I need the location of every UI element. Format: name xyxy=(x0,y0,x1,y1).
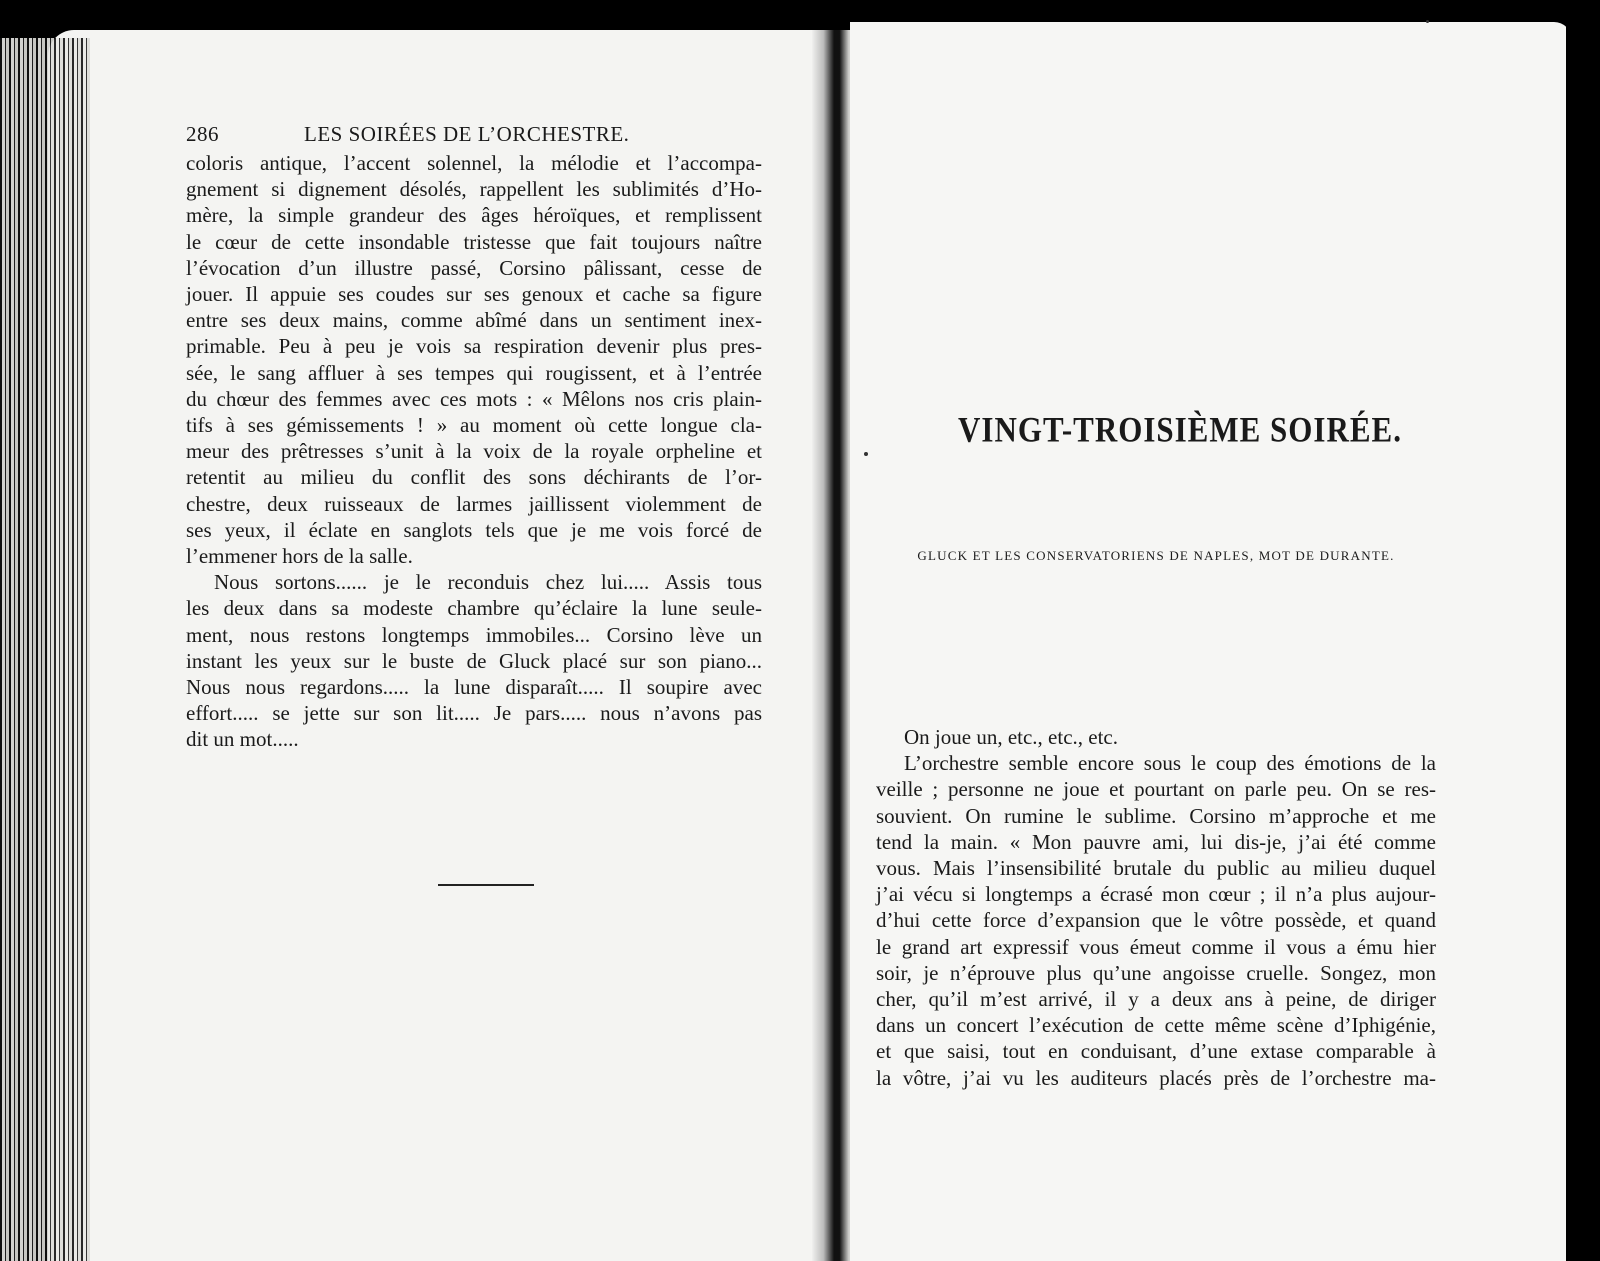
text-line: le grand art expressif vous émeut comme il vous a ému hier xyxy=(876,934,1436,959)
text-line: les deux dans sa modeste chambre qu’éclaire la lune seule- xyxy=(186,596,762,621)
text-line: vous. Mais l’insensibilité brutale du public au milieu duquel xyxy=(876,856,1436,881)
text-line: mère, la simple grandeur des âges héroïques, et remplissent xyxy=(186,203,762,228)
running-head: LES SOIRÉES DE L’ORCHESTRE. xyxy=(304,122,630,146)
text-line: et que saisi, tout en conduisant, d’une extase comparable à xyxy=(876,1039,1436,1064)
text-line: Nous sortons...... je le reconduis chez lui..... Assis tous xyxy=(214,570,762,595)
text-line: ses yeux, il éclate en sanglots tels que je me vois forcé de xyxy=(186,517,762,542)
text-line: On joue un, etc., etc., etc. xyxy=(904,725,1118,749)
text-line: le cœur de cette insondable tristesse que fait toujours naître xyxy=(186,229,762,254)
ink-speck xyxy=(864,452,868,456)
left-page-body xyxy=(186,150,762,753)
right-edge-shadow xyxy=(1566,22,1600,1261)
text-line: coloris antique, l’accent solennel, la mélodie et l’accompa- xyxy=(186,151,762,175)
text-line: j’ai vécu si longtemps a écrasé mon cœur ; il n’a plus aujour- xyxy=(876,882,1436,907)
text-line: instant les yeux sur le buste de Gluck placé sur son piano... xyxy=(186,648,762,673)
text-line: meur des prêtresses s’unit à la voix de la royale orpheline et xyxy=(186,439,762,464)
text-line: L’orchestre semble encore sous le coup des émotions de la xyxy=(904,751,1436,776)
text-line: sée, le sang affluer à ses tempes qui rougissent, et à l’entrée xyxy=(186,360,762,385)
text-line: tifs à ses gémissements ! » au moment où cette longue cla- xyxy=(186,413,762,438)
text-line: entre ses deux mains, comme abîmé dans un sentiment inex- xyxy=(186,308,762,333)
chapter-title: VINGT-TROISIÈME SOIRÉE. xyxy=(958,409,1402,450)
right-page-body xyxy=(876,724,1436,1091)
text-line: gnement si dignement désolés, rappellent les sublimités d’Ho- xyxy=(186,177,762,202)
text-line: cher, qu’il m’est arrivé, il y a deux ans à peine, de diriger xyxy=(876,987,1436,1012)
text-line: veille ; personne ne joue et pourtant on parle peu. On se res- xyxy=(876,777,1436,802)
text-line: ment, nous restons longtemps immobiles... Corsino lève un xyxy=(186,622,762,647)
text-line: retentit au milieu du conflit des sons déchirants de l’or- xyxy=(186,465,762,490)
text-line: souvient. On rumine le sublime. Corsino m’approche et me xyxy=(876,803,1436,828)
text-line: soir, je n’éprouve plus qu’une angoisse cruelle. Songez, mon xyxy=(876,960,1436,985)
text-line: Nous nous regardons..... la lune disparaît..... Il soupire avec xyxy=(186,675,762,700)
text-line: d’hui cette force d’expansion que le vôtre possède, et quand xyxy=(876,908,1436,933)
text-line: primable. Peu à peu je vois sa respiration devenir plus pres- xyxy=(186,334,762,359)
text-line: l’évocation d’un illustre passé, Corsino pâlissant, cesse de xyxy=(186,255,762,280)
text-line: effort..... se jette sur son lit..... Je pars..... nous n’avons pas xyxy=(186,701,762,726)
ink-speck xyxy=(1426,20,1429,23)
text-line: tend la main. « Mon pauvre ami, lui dis-je, j’ai été comme xyxy=(876,829,1436,854)
end-rule xyxy=(438,884,534,886)
left-page-edge xyxy=(0,38,90,1261)
text-line: du chœur des femmes avec ces mots : « Mêlons nos cris plain- xyxy=(186,386,762,411)
page-number: 286 xyxy=(186,122,219,146)
text-line: dans un concert l’exécution de cette même scène d’Iphigénie, xyxy=(876,1013,1436,1038)
chapter-subtitle: GLUCK ET LES CONSERVATORIENS DE NAPLES, MOT DE DURANTE. xyxy=(917,548,1395,563)
text-line: chestre, deux ruisseaux de larmes jaillissent violemment de xyxy=(186,491,762,516)
text-line: la vôtre, j’ai vu les auditeurs placés près de l’orchestre ma- xyxy=(876,1065,1436,1090)
text-line: jouer. Il appuie ses coudes sur ses genoux et cache sa figure xyxy=(186,282,762,307)
text-line: l’emmener hors de la salle. xyxy=(186,544,413,569)
text-line: dit un mot..... xyxy=(186,727,299,752)
